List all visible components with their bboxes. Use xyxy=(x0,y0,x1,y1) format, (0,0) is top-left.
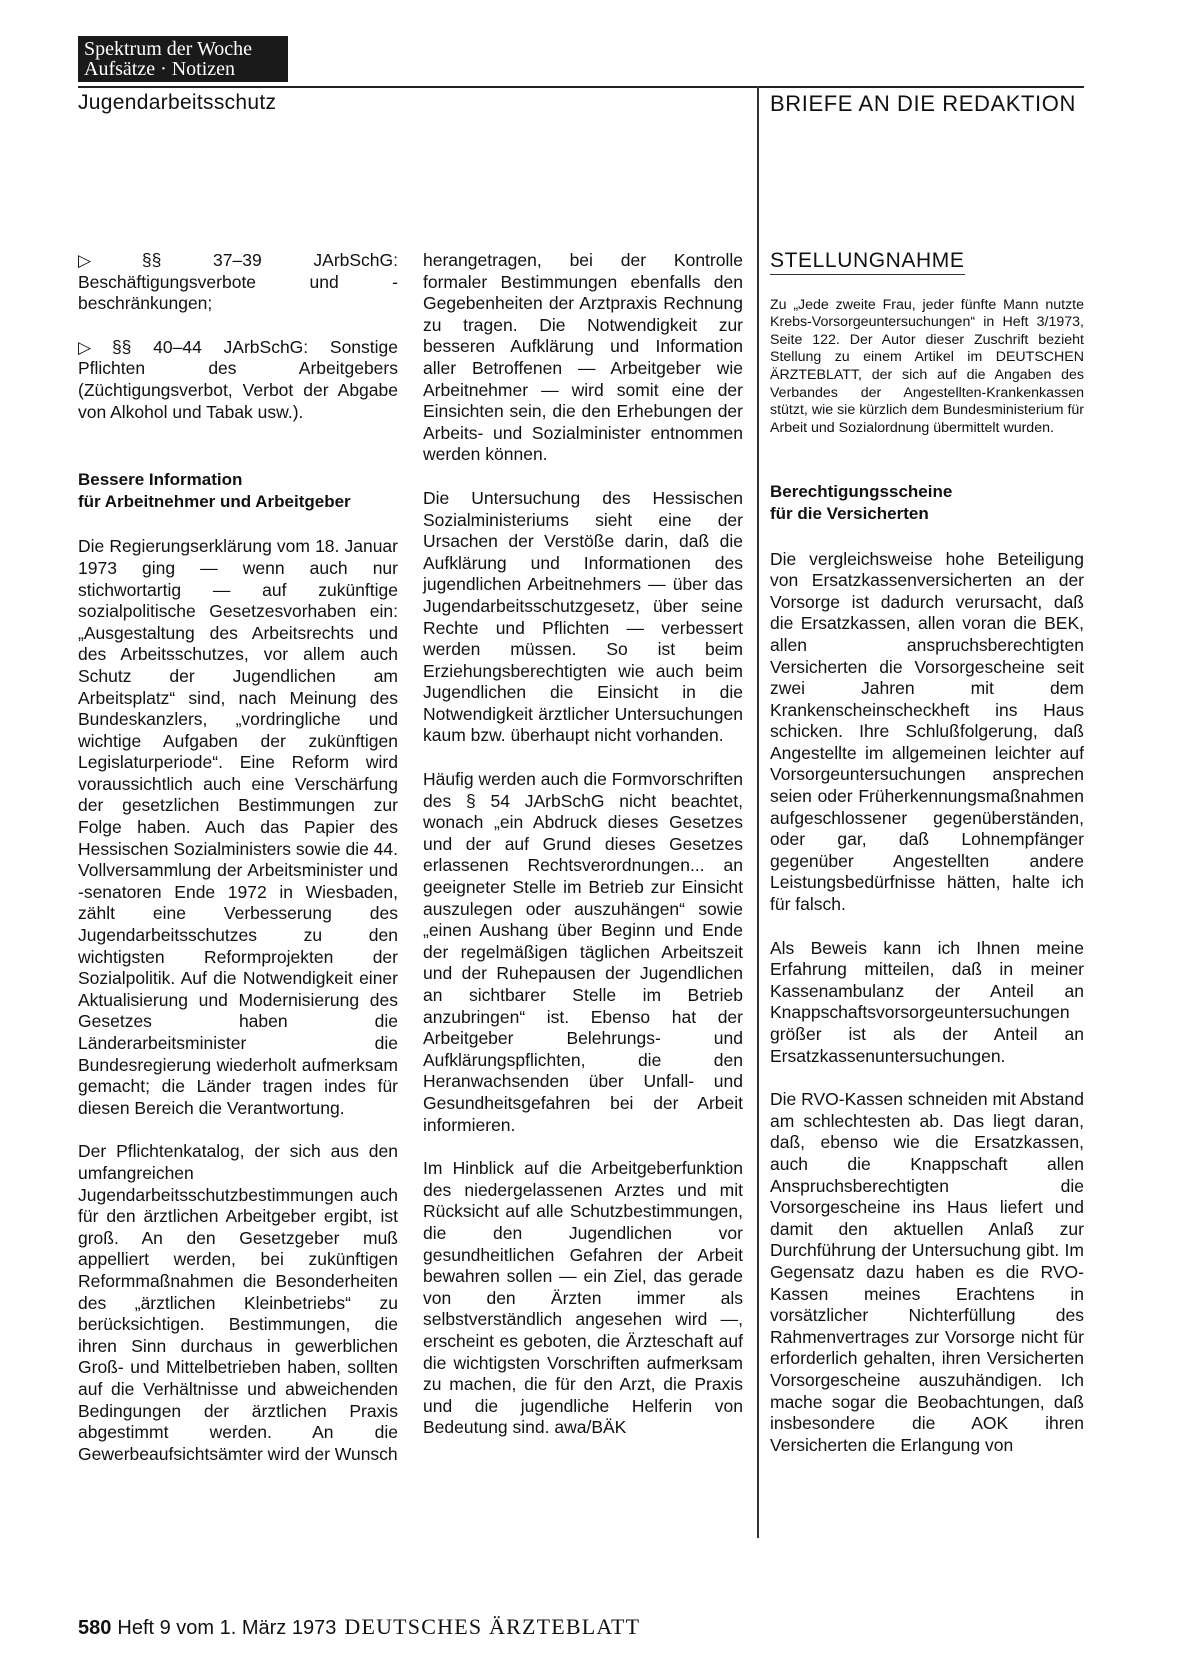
article-column-1 xyxy=(78,250,398,1465)
paragraph: Der Pflichtenkatalog, der sich aus den umfangreichen Jugendarbeitsschutzbestimmungen auch für den ärztlichen Arbeitgeber ergibt, ist groß. An den Gesetzgeber muß appelliert werden, bei zukünftigen Reformmaßnahmen die Besonderheiten des „ärztlichen Kleinbetriebs“ zu berücksichtigen. Bestimmungen, die ihren Sinn durchaus in gewerblichen Groß- und Mittelbetrieben haben, sollten auf die Verhältnisse und abweichenden Bedingungen der ärztlichen Praxis abgestimmt werden. An die Gewerbeaufsichtsämter wird der Wunsch xyxy=(78,1141,398,1464)
bullet-text: §§ 37–39 JArbSchG: Beschäftigungsverbote und -beschränkungen; xyxy=(78,250,399,314)
subheading-line-1: Berechtigungsscheine xyxy=(770,482,953,502)
paragraph: Die Regierungserklärung vom 18. Januar 1973 ging — wenn auch nur stichwortartig — auf zukünftige sozialpolitische Gesetzesvorhaben ein: „Ausgestaltung des Arbeitsrechts und des Arbeitsschutzes, vor allem auch Schutz der Jugendlichen am Arbeitsplatz“ sind, nach Meinung des Bundeskanzlers, „vordringliche und wichtige Aufgaben der zukünftigen Legislaturperiode“. Eine Reform wird voraussichtlich auch eine Verschärfung der gesetzlichen Bestimmungen zur Folge haben. Auch das Papier des Hessischen Sozialministers sowie die 44. Vollversammlung der Arbeitsminister und -senatoren Ende 1972 in Wiesbaden, zählt eine Verbesserung des Jugendarbeitsschutzes zu den wichtigsten Reformprojekten der Sozialpolitik. Auf die Notwendigkeit einer Aktualisierung und Modernisierung des Gesetzes haben die Länderarbeitsminister die Bundesregierung wiederholt aufmerksam gemacht; die Länder tragen indes für diesen Bereich die Verantwortung. xyxy=(78,536,398,1118)
letters-column xyxy=(770,250,1084,1456)
bullet-item xyxy=(78,337,398,423)
paragraph: herangetragen, bei der Kontrolle formaler Bestimmungen ebenfalls den Gegebenheiten der Arztpraxis Rechnung zu tragen. Die Notwendigkeit zur besseren Aufklärung und Information aller Betroffenen — Arbeitgeber wie Arbeitnehmer — wird somit eine der Einsichten sein, die den Erhebungen der Arbeits- und Sozialminister entnommen werden können. xyxy=(423,250,743,465)
section-title-right: BRIEFE AN DIE REDAKTION xyxy=(770,91,1076,116)
letter-intro: Zu „Jede zweite Frau, jeder fünfte Mann nutzte Krebs-Vorsorgeuntersuchungen“ in Heft 3/1973, Seite 122. Der Autor dieser Zuschrift bezieht Stellung zu einem Artikel im DEUTSCHEN ÄRZTEBLATT, der sich auf die Angaben des Verbandes der Angestellten-Krankenkassen stützt, wie sie kürzlich dem Bundesministerium für Arbeit und Sozialordnung übermittelt wurden. xyxy=(770,296,1084,436)
paragraph: Häufig werden auch die Formvorschriften des § 54 JArbSchG nicht beachtet, wonach „ein Abdruck dieses Gesetzes und der auf Grund dieses Gesetzes erlassenen Rechtsverordnungen... an geeigneter Stelle im Betrieb zur Einsicht auszulegen oder auszuhängen“ sowie „einen Aushang über Beginn und Ende der regelmäßigen täglichen Arbeitszeit und der Ruhepausen der Jugendlichen an sichtbarer Stelle im Betrieb anzubringen“ ist. Ebenso hat der Arbeitgeber Belehrungs- und Aufklärungspflichten, die den Heranwachsenden über Unfall- und Gesundheitsgefahren bei der Arbeit informieren. xyxy=(423,769,744,1135)
section-badge xyxy=(78,36,288,82)
column-divider xyxy=(757,86,759,1538)
subheading xyxy=(78,469,398,512)
page-footer xyxy=(78,1614,640,1640)
badge-line-2: Aufsätze · Notizen xyxy=(84,58,236,80)
article-column-2 xyxy=(423,250,743,1439)
paragraph: Als Beweis kann ich Ihnen meine Erfahrung mitteilen, daß in meiner Kassenambulanz der Anteil an Knappschaftsvorsorgeuntersuchungen größer ist als der Anteil an Ersatzkassenuntersuchungen. xyxy=(770,937,1084,1066)
subheading-line-1: Bessere Information xyxy=(78,470,243,490)
badge-line-1: Spektrum der Woche xyxy=(84,38,252,60)
triangle-bullet-icon: ▷ xyxy=(78,251,138,270)
issue-info: Heft 9 vom 1. März 1973 xyxy=(117,1617,337,1639)
paragraph: Die vergleichsweise hohe Beteiligung von Ersatzkassenversicherten an der Vorsorge ist dadurch verursacht, daß die Ersatzkassen, allen voran die BEK, allen anspruchsberechtigten Versicherten die Vorsorgescheine seit zwei Jahren mit dem Krankenscheinscheckheft ins Haus schicken. Ihre Schlußfolgerung, daß Angestellte im allgemeinen leichter auf Vorsorgeuntersuchungen ansprechen seien oder Früherkennungsmaßnahmen aufgeschlossener gegenüberständen, oder gar, daß Lohnempfänger gegenüber Angestellten andere Leistungsbedürfnisse hätten, halte ich für falsch. xyxy=(770,548,1084,915)
letter-title: STELLUNGNAHME xyxy=(770,250,965,275)
paragraph: Die Untersuchung des Hessischen Sozialministeriums sieht eine der Ursachen der Verstöße darin, daß die Aufklärung und Informationen des jugendlichen Arbeitnehmers — über das Jugendarbeitsschutzgesetz, über seine Rechte und Pflichten — verbessert werden müssen. So ist beim Erziehungsberechtigten wie auch beim Jugendlichen die Einsicht in die Notwendigkeit ärztlicher Untersuchungen kaum bzw. überhaupt nicht vorhanden. xyxy=(423,487,743,746)
bullet-text: §§ 40–44 JArbSchG: Sonstige Pflichten des Arbeitgebers (Züchtigungsverbot, Verbot der Abgabe von Alkohol und Tabak usw.). xyxy=(78,336,398,422)
paragraph: Die RVO-Kassen schneiden mit Abstand am schlechtesten ab. Das liegt daran, daß, ebenso wie die Ersatzkassen, auch die Knappschaft allen Anspruchsberechtigten die Vorsorgescheine ins Haus liefert und damit den aktuellen Anlaß zur Durchführung der Untersuchung gibt. Im Gegensatz dazu haben es die RVO-Kassen meines Erachtens in vorsätzlicher Nichterfüllung des Rahmenvertrages zur Vorsorge nicht für erforderlich gehalten, ihren Versicherten Vorsorgescheine auszuhändigen. Ich mache sogar die Beobachtungen, daß insbesondere die AOK ihren Versicherten die Erlangung von xyxy=(770,1089,1084,1455)
page-number: 580 xyxy=(78,1617,112,1639)
subheading-line-2: für die Versicherten xyxy=(770,503,929,523)
journal-name: DEUTSCHES ÄRZTEBLATT xyxy=(344,1614,641,1639)
subheading-line-2: für Arbeitnehmer und Arbeitgeber xyxy=(78,491,351,511)
subheading xyxy=(770,481,1084,524)
header-rule xyxy=(78,86,1084,88)
section-title-left: Jugendarbeitsschutz xyxy=(78,91,277,114)
bullet-item xyxy=(78,250,398,315)
triangle-bullet-icon: ▷ xyxy=(78,337,108,357)
paragraph: Im Hinblick auf die Arbeitgeberfunktion des niedergelassenen Arztes und mit Rücksicht auf alle Schutzbestimmungen, die den Jugendlichen vor gesundheitlichen Gefahren der Arbeit bewahren sollen — ein Ziel, das gerade von den Ärzten immer als selbstverständlich angesehen wird —, erscheint es geboten, die Ärzteschaft auf die wichtigsten Vorschriften aufmerksam zu machen, die für den Arzt, die Praxis und die jugendliche Helferin von Bedeutung sind. awa/BÄK xyxy=(423,1158,743,1438)
